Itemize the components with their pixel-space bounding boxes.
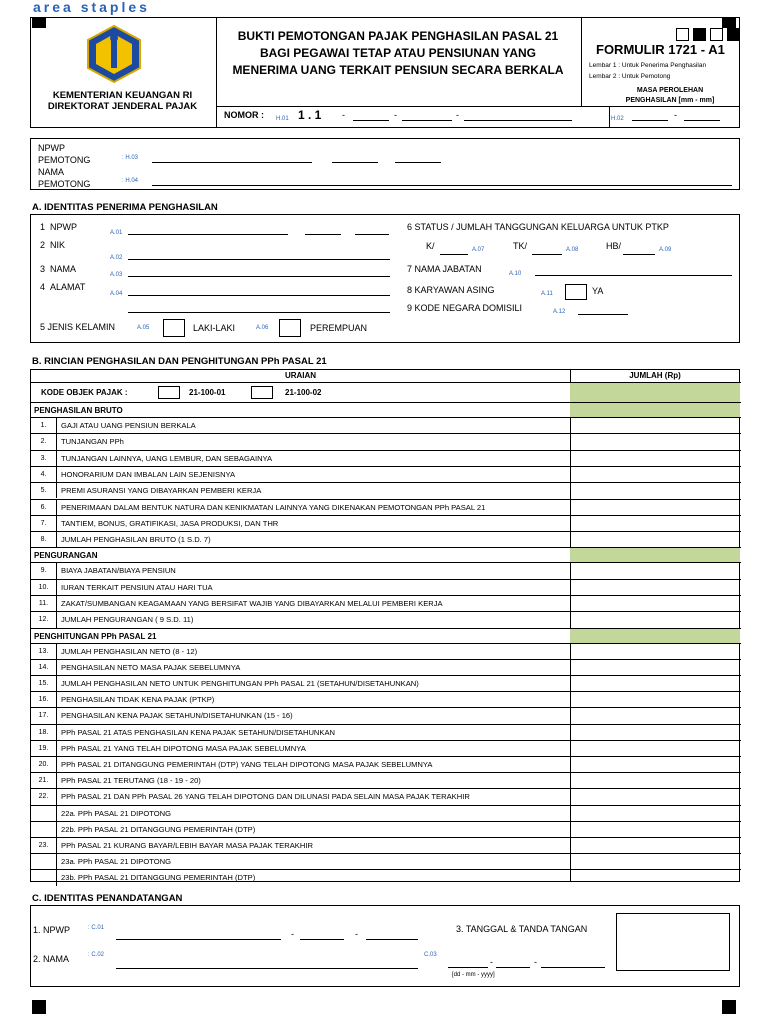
npwp-pemotong-field-3[interactable] xyxy=(395,162,441,163)
dash: - xyxy=(394,110,397,120)
row-number: 2. xyxy=(40,438,47,446)
table-row xyxy=(31,433,741,449)
dash: - xyxy=(534,957,537,967)
pemotong-labels: NPWP PEMOTONG NAMA PEMOTONG xyxy=(38,143,91,189)
amount-field[interactable] xyxy=(571,532,740,547)
perempuan-checkbox[interactable] xyxy=(279,319,301,337)
table-row xyxy=(31,756,741,772)
row-number: 22. xyxy=(38,793,49,801)
table-row xyxy=(31,482,741,498)
section-header-label: PENGURANGAN xyxy=(34,551,98,561)
dash: - xyxy=(490,957,493,967)
row-description: 23a. PPh PASAL 21 DIPOTONG xyxy=(61,857,172,867)
table-row xyxy=(31,740,741,756)
table-row xyxy=(31,466,741,482)
nomor-field-1[interactable] xyxy=(353,120,389,121)
table-row xyxy=(31,821,741,837)
row-number: 11. xyxy=(38,600,49,607)
dash: - xyxy=(355,929,358,939)
kode1-label: 21-100-01 xyxy=(189,388,226,397)
jenis-kelamin-label: 5 JENIS KELAMIN xyxy=(40,322,116,332)
signer-nama-label: 2. NAMA xyxy=(33,954,70,964)
table-row xyxy=(31,805,741,821)
row-number: 5. xyxy=(40,487,47,495)
row-number: 13. xyxy=(38,647,49,655)
corner-mark xyxy=(722,1000,736,1014)
row-number: 4. xyxy=(40,470,47,478)
table-row xyxy=(31,675,741,691)
hb-code: A.09 xyxy=(659,247,672,253)
amount-field[interactable] xyxy=(571,580,740,595)
signature-label: 3. TANGGAL & TANDA TANGAN xyxy=(456,924,588,934)
alamat-field-2[interactable] xyxy=(128,312,390,313)
row-description: JUMLAH PENGHASILAN NETO (8 - 12) xyxy=(61,646,198,656)
masa-perolehan-label: MASA PEROLEHAN PENGHASILAN [mm - mm] xyxy=(625,87,715,104)
row-description: PPh PASAL 21 KURANG BAYAR/LEBIH BAYAR MASA PAJAK TERAKHIR xyxy=(61,841,313,850)
signer-npwp-field[interactable] xyxy=(116,939,281,940)
section-header-row xyxy=(31,628,741,643)
kode-21-100-01-checkbox[interactable] xyxy=(158,386,180,399)
dash: - xyxy=(291,929,294,939)
row-number: 6. xyxy=(40,503,47,511)
checkbox-group xyxy=(676,28,740,41)
nama-label: 3 NAMA xyxy=(40,264,77,274)
kode2-label: 21-100-02 xyxy=(285,388,322,397)
table-row xyxy=(31,643,741,659)
amount-field[interactable] xyxy=(571,773,740,788)
nik-label: 2 NIK xyxy=(40,240,66,250)
dash: - xyxy=(456,110,459,120)
signer-npwp-label: 1. NPWP xyxy=(33,925,71,935)
row-description: HONORARIUM DAN IMBALAN LAIN SEJENISNYA xyxy=(61,469,236,479)
k-label: K/ xyxy=(426,241,435,251)
table-row xyxy=(31,417,741,433)
asing-code: A.11 xyxy=(541,291,553,297)
npwp-pemotong-field[interactable] xyxy=(152,162,312,163)
npwp-field-3[interactable] xyxy=(355,234,389,235)
nomor-field-3[interactable] xyxy=(464,120,572,121)
amount-field[interactable] xyxy=(571,789,740,804)
row-number: 19. xyxy=(38,744,49,752)
table-row xyxy=(31,724,741,740)
section-a-title: A. IDENTITAS PENERIMA PENGHASILAN xyxy=(32,202,218,213)
row-number: 17. xyxy=(38,712,49,720)
amount-field[interactable] xyxy=(571,483,740,498)
npwp-field-2[interactable] xyxy=(305,234,341,235)
section-header-row xyxy=(31,547,741,562)
row-number: 16. xyxy=(38,696,49,704)
amount-field[interactable] xyxy=(571,708,740,723)
amount-field[interactable] xyxy=(571,500,740,515)
row-description: PENERIMAAN DALAM BENTUK NATURA DAN KENIKMATAN LAINNYA YANG DIKENAKAN PEMOTONGAN PPh PASAL 21 xyxy=(61,502,486,512)
uraian-header: URAIAN xyxy=(284,371,317,380)
row-description: PPh PASAL 21 DAN PPh PASAL 26 YANG TELAH DIPOTONG DAN DILUNASI PADA SELAIN MASA PAJAK TERAKHIR xyxy=(61,792,470,802)
status-ptkp-label: 6 STATUS / JUMLAH TANGGUNGAN KELUARGA UNTUK PTKP xyxy=(407,222,669,232)
table-row xyxy=(31,515,741,531)
table-row xyxy=(31,579,741,595)
table-row xyxy=(31,853,741,869)
nomor-field-2[interactable] xyxy=(402,120,452,121)
row-description: PENGHASILAN KENA PAJAK SETAHUN/DISETAHUNKAN (15 - 16) xyxy=(61,711,293,721)
table-row xyxy=(31,531,741,547)
table-row xyxy=(31,562,741,578)
perempuan-label: PEREMPUAN xyxy=(310,323,368,333)
section-b-table xyxy=(30,369,740,882)
jk-code-1: A.05 xyxy=(137,325,150,331)
row-description: PPh PASAL 21 TERUTANG (18 - 19 - 20) xyxy=(61,776,201,786)
table-row xyxy=(31,707,741,723)
kode-21-100-02-checkbox[interactable] xyxy=(251,386,273,399)
row-description: TUNJANGAN PPh xyxy=(61,437,124,447)
row-description: PPh PASAL 21 DITANGGUNG PEMERINTAH (DTP) YANG TELAH DIPOTONG MASA PAJAK SEBELUMNYA xyxy=(61,760,433,769)
amount-field[interactable] xyxy=(571,596,740,611)
row-description: 23b. PPh PASAL 21 DITANGGUNG PEMERINTAH (DTP) xyxy=(61,873,256,883)
jabatan-field[interactable] xyxy=(535,275,732,276)
k-code: A.07 xyxy=(472,247,485,253)
amount-field[interactable] xyxy=(571,806,740,821)
amount-field[interactable] xyxy=(571,467,740,482)
amount-field[interactable] xyxy=(571,870,740,885)
tk-field[interactable] xyxy=(532,254,562,255)
ministry-name: KEMENTERIAN KEUANGAN RI DIREKTORAT JENDERAL PAJAK xyxy=(47,90,198,112)
table-row xyxy=(31,595,741,611)
jabatan-code: A.10 xyxy=(509,271,522,277)
table-row xyxy=(31,611,741,627)
amount-field[interactable] xyxy=(571,516,740,531)
amount-field[interactable] xyxy=(571,741,740,756)
nomor-prefix: 1 . 1 xyxy=(298,108,322,122)
dash: - xyxy=(674,110,677,120)
hb-field[interactable] xyxy=(623,254,655,255)
amount-field[interactable] xyxy=(571,451,740,466)
karyawan-asing-label: 8 KARYAWAN ASING xyxy=(407,285,495,295)
amount-field[interactable] xyxy=(571,757,740,772)
row-description: PPh PASAL 21 ATAS PENGHASILAN KENA PAJAK SETAHUN/DISETAHUNKAN xyxy=(61,727,336,737)
row-number: 14. xyxy=(38,663,49,671)
amount-field[interactable] xyxy=(571,434,740,449)
section-header-label: PENGHITUNGAN PPh PASAL 21 xyxy=(34,631,157,641)
alamat-code: A.04 xyxy=(110,291,123,297)
tk-label: TK/ xyxy=(513,241,528,251)
amount-field[interactable] xyxy=(571,644,740,659)
table-row xyxy=(31,869,741,885)
table-row xyxy=(31,691,741,707)
row-number: 20. xyxy=(38,761,49,768)
signature-box[interactable] xyxy=(616,913,730,971)
amount-field[interactable] xyxy=(571,838,740,853)
tk-code: A.08 xyxy=(566,247,579,253)
row-description: BIAYA JABATAN/BIAYA PENSIUN xyxy=(61,566,176,576)
table-row xyxy=(31,499,741,515)
nomor-label: NOMOR : xyxy=(224,110,264,120)
nik-field[interactable] xyxy=(128,259,390,260)
section-b-title: B. RINCIAN PENGHASILAN DAN PENGHITUNGAN PPh PASAL 21 xyxy=(32,356,327,367)
nama-field[interactable] xyxy=(128,276,390,277)
k-field[interactable] xyxy=(440,254,468,255)
row-number: 23. xyxy=(38,842,49,849)
section-c-title: C. IDENTITAS PENANDATANGAN xyxy=(32,893,183,904)
amount-field[interactable] xyxy=(571,822,740,837)
row-description: 22b. PPh PASAL 21 DITANGGUNG PEMERINTAH (DTP) xyxy=(61,824,256,834)
section-header-row xyxy=(31,402,741,417)
jumlah-header: JUMLAH (Rp) xyxy=(629,371,681,380)
nik-code: A.02 xyxy=(110,255,123,261)
nama-pemotong-field[interactable] xyxy=(152,185,732,186)
karyawan-asing-checkbox[interactable] xyxy=(565,284,587,300)
row-description: PENGHASILAN NETO MASA PAJAK SEBELUMNYA xyxy=(61,662,241,672)
row-number: 3. xyxy=(40,454,47,462)
date-code: C.03 xyxy=(424,952,437,958)
kode-objek-row xyxy=(31,382,741,402)
signer-nama-field[interactable] xyxy=(116,968,418,969)
area-staples-label: area staples xyxy=(33,0,150,15)
npwp-field[interactable] xyxy=(128,234,288,235)
laki-laki-label: LAKI-LAKI xyxy=(193,323,236,333)
masa-code: H.02 xyxy=(611,116,624,122)
masa-end-field[interactable] xyxy=(684,120,720,121)
amount-field[interactable] xyxy=(571,676,740,691)
row-number: 1. xyxy=(40,422,47,429)
table-row xyxy=(31,450,741,466)
row-description: PPh PASAL 21 YANG TELAH DIPOTONG MASA PAJAK SEBELUMNYA xyxy=(61,743,306,753)
ministry-logo xyxy=(84,24,144,84)
row-number: 8. xyxy=(40,536,47,544)
npwp-label: 1 NPWP xyxy=(40,222,78,232)
jabatan-label: 7 NAMA JABATAN xyxy=(407,264,482,274)
negara-label: 9 KODE NEGARA DOMISILI xyxy=(407,303,523,313)
signer-npwp-code: : C.01 xyxy=(88,925,105,931)
masa-start-field[interactable] xyxy=(632,120,668,121)
date-year-field[interactable] xyxy=(541,967,605,968)
row-number: 21. xyxy=(38,777,49,785)
nomor-code: H.01 xyxy=(276,116,289,122)
row-description: GAJI ATAU UANG PENSIUN BERKALA xyxy=(61,421,196,430)
row-description: PREMI ASURANSI YANG DIBAYARKAN PEMBERI KERJA xyxy=(61,486,262,496)
ya-label: YA xyxy=(592,286,604,296)
table-row xyxy=(31,772,741,788)
row-description: TUNJANGAN LAINNYA, UANG LEMBUR, DAN SEBAGAINYA xyxy=(61,453,273,463)
row-description: ZAKAT/SUMBANGAN KEAGAMAAN YANG BERSIFAT WAJIB YANG DIBAYARKAN MELALUI PEMBERI KERJA xyxy=(61,599,443,608)
signer-nama-code: : C.02 xyxy=(88,952,105,958)
negara-code: A.12 xyxy=(553,309,566,315)
table-row xyxy=(31,788,741,804)
amount-field[interactable] xyxy=(571,612,740,627)
section-header-label: PENGHASILAN BRUTO xyxy=(34,406,123,415)
row-description: TANTIEM, BONUS, GRATIFIKASI, JASA PRODUKSI, DAN THR xyxy=(61,518,279,528)
row-description: JUMLAH PENGURANGAN ( 9 S.D. 11) xyxy=(61,615,194,625)
amount-field[interactable] xyxy=(571,692,740,707)
signer-npwp-field-3[interactable] xyxy=(366,939,418,940)
signer-npwp-field-2[interactable] xyxy=(300,939,344,940)
table-row xyxy=(31,837,741,853)
nama-code: A.03 xyxy=(110,272,123,278)
negara-field[interactable] xyxy=(578,314,628,315)
form-label: FORMULIR 1721 - A1 xyxy=(596,42,725,57)
row-number: 7. xyxy=(40,519,47,527)
npwp-pemotong-field-2[interactable] xyxy=(332,162,378,163)
dash: - xyxy=(342,110,345,120)
alamat-label: 4 ALAMAT xyxy=(40,282,86,292)
amount-field[interactable] xyxy=(571,854,740,869)
row-number: 18. xyxy=(38,728,49,736)
row-description: JUMLAH PENGHASILAN BRUTO (1 S.D. 7) xyxy=(61,535,211,545)
npwp-code: A.01 xyxy=(110,230,123,236)
nama-pemotong-code: : H.04 xyxy=(122,178,139,184)
corner-mark xyxy=(32,1000,46,1014)
row-number: 10. xyxy=(38,583,49,591)
date-format-hint: [dd - mm - yyyy] xyxy=(452,972,495,978)
amount-field[interactable] xyxy=(571,563,740,578)
amount-field[interactable] xyxy=(571,725,740,740)
alamat-field[interactable] xyxy=(128,295,390,296)
amount-field[interactable] xyxy=(571,418,740,433)
laki-laki-checkbox[interactable] xyxy=(163,319,185,337)
lembar-notes: Lembar 1 : Untuk Penerima Penghasilan Lembar 2 : Untuk Pemotong xyxy=(589,62,707,80)
amount-field[interactable] xyxy=(571,660,740,675)
row-number: 15. xyxy=(38,680,49,687)
table-row xyxy=(31,659,741,675)
row-description: JUMLAH PENGHASILAN NETO UNTUK PENGHITUNGAN PPh PASAL 21 (SETAHUN/DISETAHUNKAN) xyxy=(61,679,419,688)
date-day-field[interactable] xyxy=(448,967,488,968)
jk-code-2: A.06 xyxy=(256,325,269,331)
date-month-field[interactable] xyxy=(496,967,530,968)
row-description: PENGHASILAN TIDAK KENA PAJAK (PTKP) xyxy=(61,695,215,705)
kode-objek-label: KODE OBJEK PAJAK : xyxy=(41,388,128,397)
row-number: 9. xyxy=(40,567,47,575)
npwp-pemotong-code: : H.03 xyxy=(122,155,139,161)
hb-label: HB/ xyxy=(606,241,622,251)
row-description: IURAN TERKAIT PENSIUN ATAU HARI TUA xyxy=(61,582,213,592)
row-number: 12. xyxy=(38,616,49,624)
row-description: 22a. PPh PASAL 21 DIPOTONG xyxy=(61,808,172,818)
form-title: BUKTI PEMOTONGAN PAJAK PENGHASILAN PASAL 21 BAGI PEGAWAI TETAP ATAU PENSIUNAN YANG MENERIMA UANG TERKAIT PENSIUN SECARA BERKALA xyxy=(232,29,564,77)
